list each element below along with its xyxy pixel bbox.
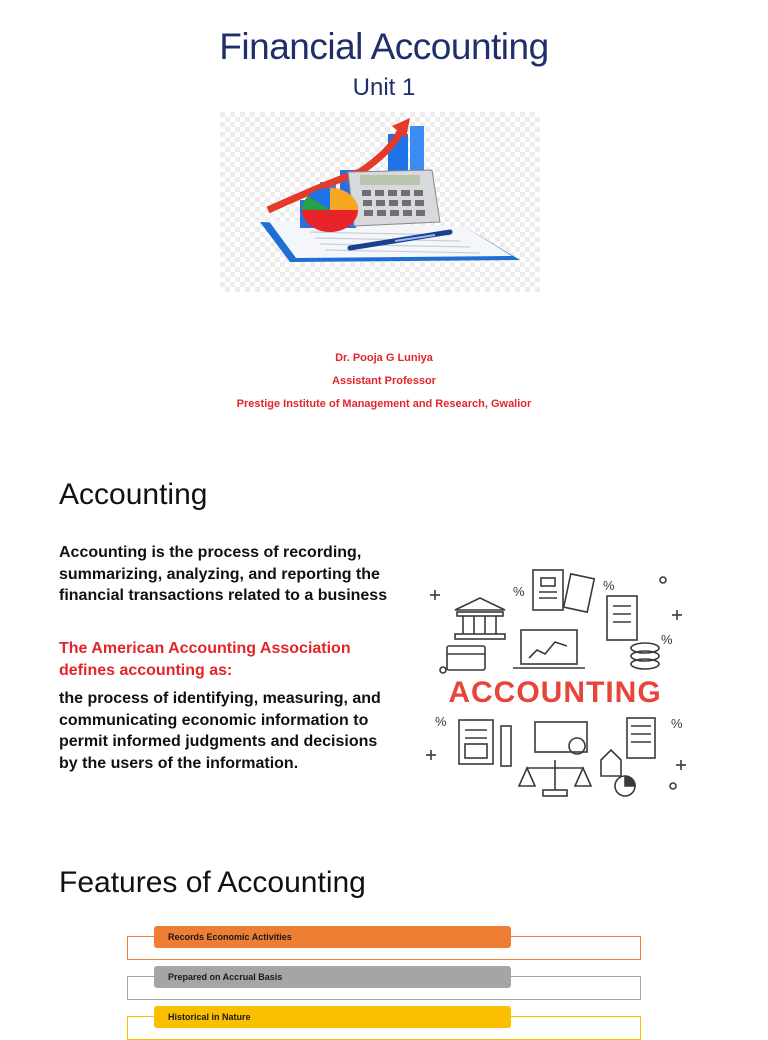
svg-text:%: % — [435, 714, 447, 729]
author-institute: Prestige Institute of Management and Research, Gwalior — [236, 398, 532, 410]
slide-heading: Features of Accounting — [59, 866, 366, 899]
aaa-intro-text: The American Accounting Association defines accounting as: — [59, 640, 351, 679]
title-slide — [0, 0, 768, 432]
feature-accrual-basis: Prepared on Accrual Basis — [154, 966, 511, 988]
feature-records-economic-activities: Records Economic Activities — [154, 926, 511, 948]
accounting-icons-illustration — [395, 550, 715, 820]
finance-illustration — [220, 112, 540, 292]
svg-text:%: % — [661, 632, 673, 647]
accounting-word: ACCOUNTING — [448, 676, 662, 709]
feature-historical-nature: Historical in Nature — [154, 1006, 511, 1028]
aaa-definition-text: the process of identifying, measuring, and communicating economic information to permit informed judgments and decisions by the users of the information. — [59, 690, 381, 772]
slide-title: Financial Accounting — [219, 26, 549, 67]
author-role: Assistant Professor — [332, 375, 436, 387]
definition-text: Accounting is the process of recording, summarizing, analyzing, and reporting the financial transactions related to a business — [59, 544, 388, 604]
svg-text:%: % — [603, 578, 615, 593]
slide-heading: Accounting — [59, 478, 208, 511]
author-name: Dr. Pooja G Luniya — [335, 352, 433, 364]
svg-text:%: % — [513, 584, 525, 599]
svg-text:%: % — [671, 716, 683, 731]
slide-subtitle: Unit 1 — [352, 74, 416, 101]
accounting-slide — [0, 442, 768, 838]
features-slide — [0, 848, 768, 1024]
